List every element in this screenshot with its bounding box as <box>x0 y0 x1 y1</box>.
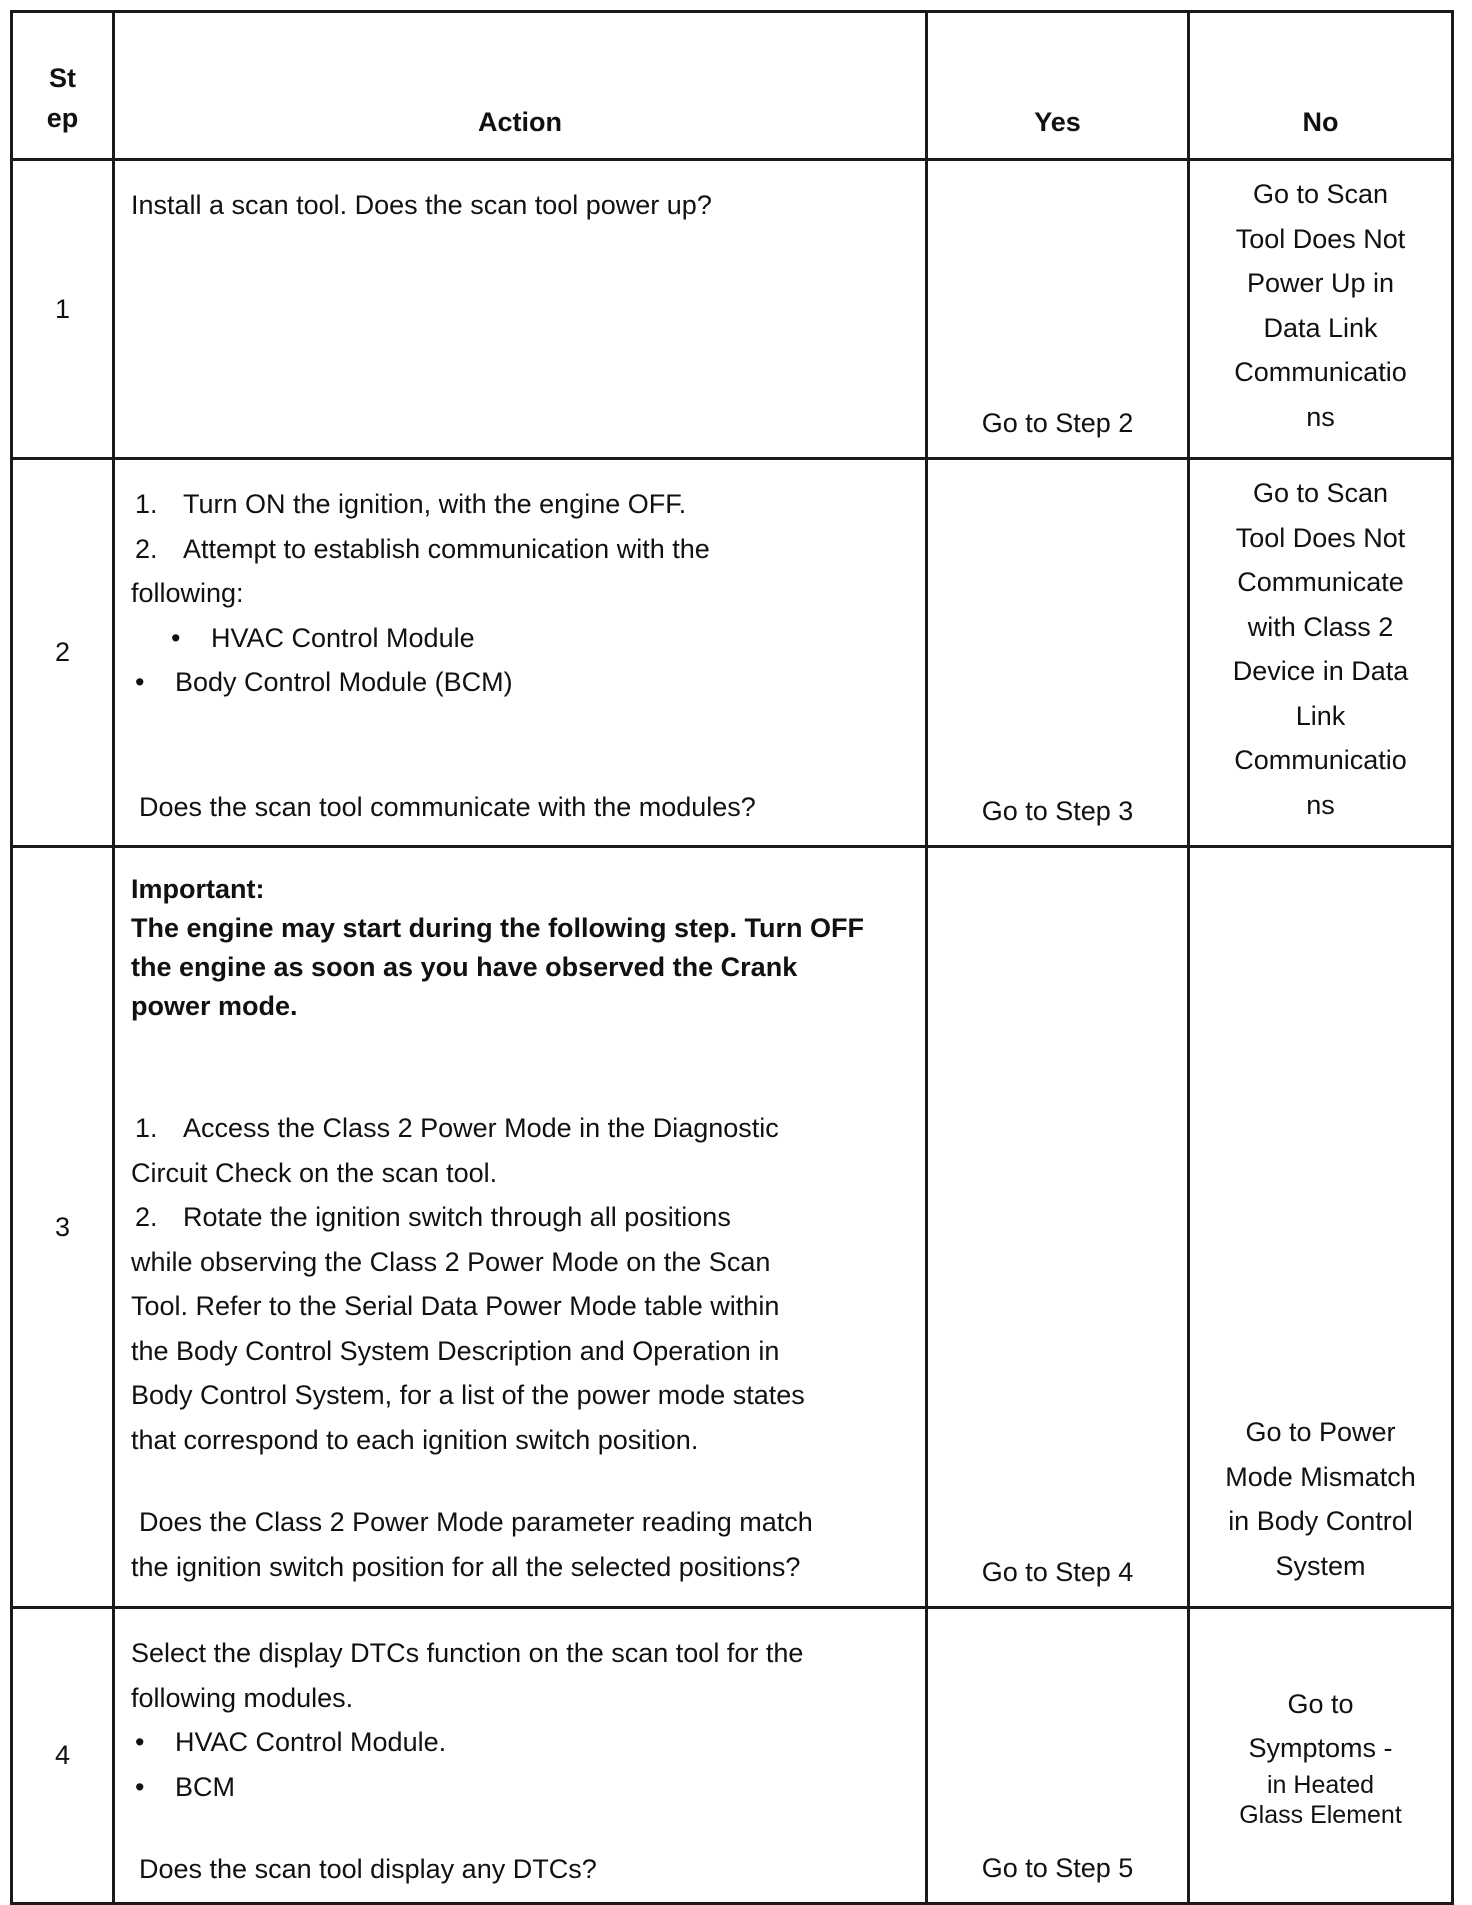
yes-cell: Go to Step 5 <box>927 1608 1189 1904</box>
bullet-icon: • <box>135 667 145 697</box>
no-line: Link <box>1295 700 1346 731</box>
list-item-text: Attempt to establish communication with the <box>183 533 710 564</box>
bullet-item <box>131 1765 909 1810</box>
bullet-text: HVAC Control Module <box>211 622 475 653</box>
intro-text: Select the display DTCs function on the scan tool for the <box>131 1638 804 1668</box>
list-item <box>131 482 909 527</box>
important-title: Important: <box>131 874 265 904</box>
no-line: in Heated <box>1266 1770 1375 1799</box>
action-cell <box>114 847 927 1608</box>
no-line: Device in Data <box>1232 656 1409 686</box>
table-row <box>12 1608 1453 1904</box>
action-cell <box>114 1608 927 1904</box>
no-line: Power Up in <box>1246 268 1395 298</box>
important-line: The engine may start during the following step. Turn OFF <box>131 913 865 943</box>
list-item <box>131 1195 909 1240</box>
no-line: Data Link <box>1263 312 1378 343</box>
yes-cell: Go to Step 4 <box>927 847 1189 1608</box>
no-line: System <box>1275 1550 1366 1581</box>
no-line: ns <box>1306 401 1335 432</box>
step-number: 3 <box>12 847 114 1608</box>
action-cell <box>114 459 927 847</box>
no-line: Communicatio <box>1234 357 1407 387</box>
bullet-icon: • <box>135 1727 145 1757</box>
table-row <box>12 459 1453 847</box>
list-item-continued: Body Control System, for a list of the power mode states <box>131 1380 805 1410</box>
step-number: 1 <box>12 160 114 459</box>
no-cell <box>1189 847 1453 1608</box>
no-line: Glass Element <box>1239 1800 1402 1829</box>
no-line: Go to Scan <box>1252 179 1389 209</box>
list-item-continued: while observing the Class 2 Power Mode on the Scan <box>131 1246 771 1277</box>
question-text: Does the Class 2 Power Mode parameter reading match <box>139 1507 813 1537</box>
header-step-line2: ep <box>46 103 79 133</box>
list-item-continued: the Body Control System Description and Operation in <box>131 1335 780 1366</box>
step-number: 4 <box>12 1608 114 1904</box>
list-item-continued: Tool. Refer to the Serial Data Power Mode table within <box>131 1291 780 1321</box>
no-cell <box>1189 1608 1453 1904</box>
no-line: Tool Does Not <box>1235 522 1406 553</box>
question-text-continued: the ignition switch position for all the selected positions? <box>131 1551 801 1582</box>
header-step-line1: St <box>49 63 76 93</box>
no-line: Go to <box>1287 1688 1354 1719</box>
no-line: Mode Mismatch <box>1225 1461 1416 1492</box>
step-number: 2 <box>12 459 114 847</box>
list-number: 2. <box>135 1202 158 1232</box>
bullet-item <box>131 1720 909 1765</box>
bullet-text: Body Control Module (BCM) <box>175 667 513 697</box>
list-item <box>131 527 909 572</box>
yes-cell: Go to Step 2 <box>927 160 1189 459</box>
bullet-item <box>131 660 909 705</box>
no-line: Go to Power <box>1245 1417 1396 1447</box>
no-line: Symptoms - <box>1248 1732 1393 1763</box>
list-item-continued: following: <box>131 578 244 608</box>
no-cell <box>1189 160 1453 459</box>
important-line: the engine as soon as you have observed the Crank <box>131 952 798 982</box>
list-number: 2. <box>135 533 158 564</box>
no-cell <box>1189 459 1453 847</box>
list-item-text: Rotate the ignition switch through all positions <box>183 1202 731 1232</box>
important-line: power mode. <box>131 991 298 1021</box>
yes-cell: Go to Step 3 <box>927 459 1189 847</box>
list-item-continued: Circuit Check on the scan tool. <box>131 1157 498 1188</box>
header-step <box>12 12 114 160</box>
question-text: Does the scan tool communicate with the modules? <box>139 791 756 822</box>
no-line: with Class 2 <box>1247 611 1394 642</box>
list-number: 1. <box>135 1113 158 1143</box>
intro-text-continued: following modules. <box>131 1682 354 1713</box>
no-line: Communicatio <box>1234 745 1407 775</box>
diagnostic-table <box>10 10 1454 1905</box>
header-row <box>12 12 1453 160</box>
table-row <box>12 847 1453 1608</box>
list-item-text: Turn ON the ignition, with the engine OFF. <box>183 489 687 519</box>
bullet-text: HVAC Control Module. <box>175 1727 447 1757</box>
no-line: Go to Scan <box>1252 478 1389 508</box>
list-item-text: Access the Class 2 Power Mode in the Diagnostic <box>183 1113 779 1143</box>
bullet-icon: • <box>135 1771 145 1802</box>
table-row <box>12 160 1453 459</box>
bullet-item <box>131 616 909 661</box>
list-item-continued: that correspond to each ignition switch position. <box>131 1424 699 1455</box>
no-line: Tool Does Not <box>1235 223 1406 254</box>
question-text: Does the scan tool display any DTCs? <box>139 1854 597 1884</box>
list-item <box>131 1106 909 1151</box>
header-no: No <box>1189 12 1453 160</box>
list-number: 1. <box>135 489 158 519</box>
header-yes: Yes <box>927 12 1189 160</box>
no-line: in Body Control <box>1228 1506 1413 1536</box>
header-action: Action <box>114 12 927 160</box>
action-cell <box>114 160 927 459</box>
bullet-icon: • <box>171 622 181 653</box>
no-line: Communicate <box>1237 567 1404 597</box>
action-text: Install a scan tool. Does the scan tool power up? <box>131 190 712 220</box>
bullet-text: BCM <box>175 1771 235 1802</box>
no-line: ns <box>1306 789 1335 820</box>
